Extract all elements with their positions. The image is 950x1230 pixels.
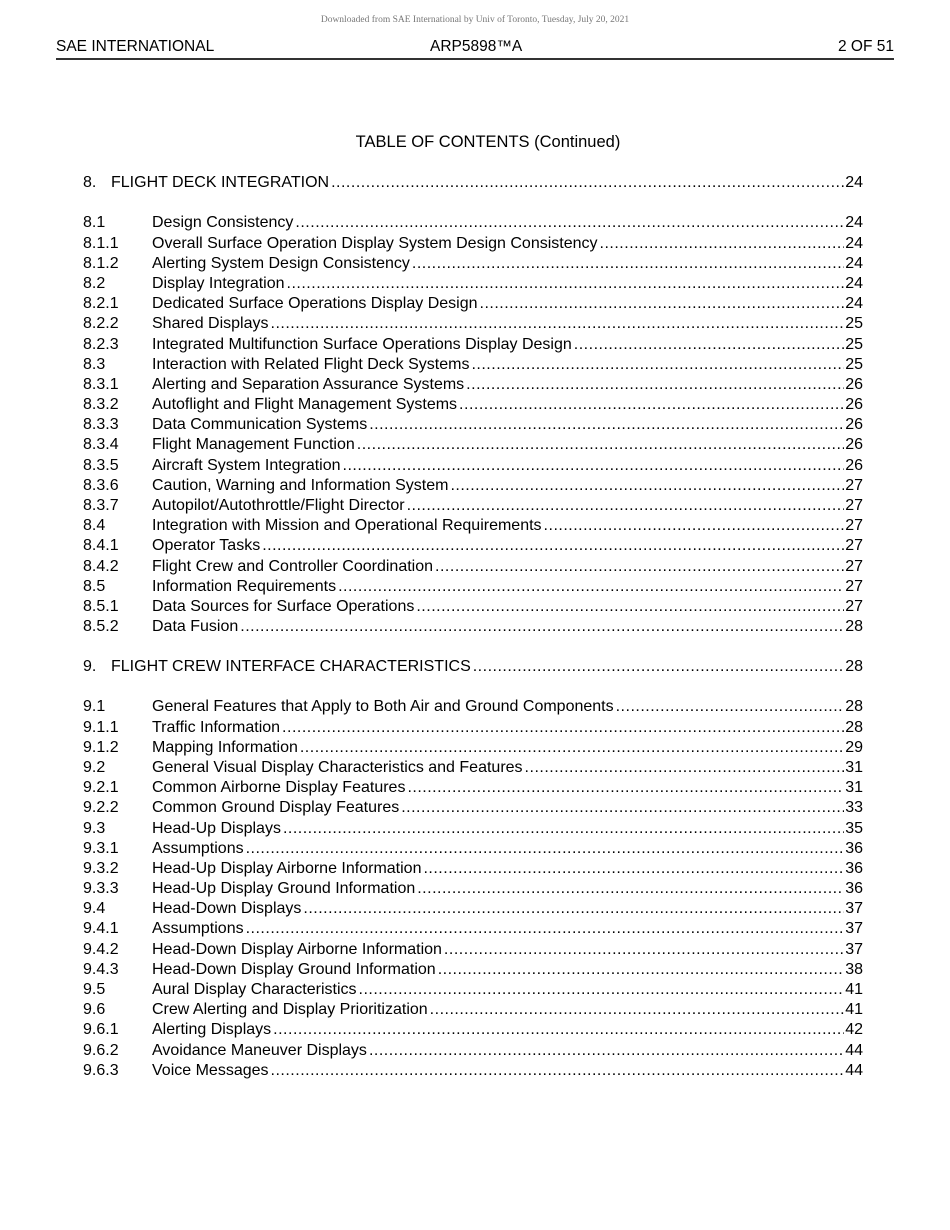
entry-number: 8.2 bbox=[83, 274, 106, 292]
entry-page: 36 bbox=[845, 839, 863, 857]
entry-page: 28 bbox=[845, 718, 863, 736]
entry-number: 8.3.6 bbox=[83, 476, 119, 494]
entry-title: Operator Tasks bbox=[152, 536, 262, 556]
entry-number: 8.2.2 bbox=[83, 315, 119, 333]
entry-title: Head-Up Display Airborne Information bbox=[152, 859, 423, 879]
dot-leader bbox=[435, 557, 844, 577]
entry-title: Integrated Multifunction Surface Operations Display Design bbox=[152, 335, 574, 355]
entry-page: 33 bbox=[845, 799, 863, 817]
dot-leader bbox=[246, 919, 845, 939]
toc-entry[interactable] bbox=[83, 617, 863, 637]
entry-number: 8.3.4 bbox=[83, 436, 119, 454]
dot-leader bbox=[450, 476, 844, 496]
entry-title: Traffic Information bbox=[152, 718, 282, 738]
entry-number: 8.1.1 bbox=[83, 234, 119, 252]
dot-leader bbox=[600, 234, 845, 254]
entry-number: 9.1.2 bbox=[83, 738, 119, 756]
entry-title: Aircraft System Integration bbox=[152, 456, 343, 476]
dot-leader bbox=[262, 536, 844, 556]
entry-page: 37 bbox=[845, 900, 863, 918]
entry-title: Autoflight and Flight Management Systems bbox=[152, 395, 459, 415]
toc-entry[interactable] bbox=[83, 819, 863, 839]
toc-section-8 bbox=[83, 173, 863, 637]
entry-page: 37 bbox=[845, 920, 863, 938]
entry-number: 9.6 bbox=[83, 1001, 106, 1019]
dot-leader bbox=[407, 496, 845, 516]
page-header bbox=[56, 38, 894, 60]
entry-title: Autopilot/Autothrottle/Flight Director bbox=[152, 496, 407, 516]
toc-entry[interactable] bbox=[83, 1000, 863, 1020]
entry-page: 24 bbox=[845, 214, 863, 232]
entry-page: 27 bbox=[845, 537, 863, 555]
dot-leader bbox=[343, 456, 845, 476]
entry-number: 8.3.7 bbox=[83, 497, 119, 514]
page-title: TABLE OF CONTENTS (Continued) bbox=[355, 133, 621, 151]
toc-entry[interactable] bbox=[83, 496, 863, 516]
toc-entry[interactable] bbox=[83, 415, 863, 435]
entry-number: 9.4 bbox=[83, 900, 106, 918]
entry-page: 24 bbox=[845, 274, 863, 292]
toc-entry[interactable] bbox=[83, 476, 863, 496]
entry-number: 9.3.3 bbox=[83, 880, 119, 898]
dot-leader bbox=[616, 697, 845, 717]
dot-leader bbox=[303, 899, 844, 919]
entry-page: 31 bbox=[845, 758, 863, 776]
entry-number: 8.3.2 bbox=[83, 396, 119, 414]
entry-title: Data Communication Systems bbox=[152, 415, 369, 435]
entry-number: 9.6.2 bbox=[83, 1041, 119, 1059]
entry-title: Alerting Displays bbox=[152, 1020, 273, 1040]
entry-page: 28 bbox=[845, 618, 863, 636]
header-doc-id: ARP5898™A bbox=[430, 38, 523, 55]
entry-page: 27 bbox=[845, 517, 863, 535]
entry-title: Integration with Mission and Operational Requirements bbox=[152, 516, 544, 536]
entry-page: 25 bbox=[845, 355, 863, 373]
toc-section-heading[interactable] bbox=[83, 657, 863, 677]
entry-page: 28 bbox=[845, 698, 863, 716]
dot-leader bbox=[282, 718, 844, 738]
dot-leader bbox=[401, 798, 844, 818]
dot-leader bbox=[271, 1061, 845, 1081]
entry-number: 9.2.2 bbox=[83, 799, 119, 817]
entry-title: Crew Alerting and Display Prioritization bbox=[152, 1000, 430, 1020]
entry-page: 41 bbox=[845, 1001, 863, 1019]
entry-title: FLIGHT DECK INTEGRATION bbox=[111, 173, 331, 193]
entry-page: 26 bbox=[845, 375, 863, 393]
toc-section-heading[interactable] bbox=[83, 173, 863, 193]
toc-entry[interactable] bbox=[83, 516, 863, 536]
entry-number: 9.3 bbox=[83, 819, 106, 837]
entry-number: 8.4 bbox=[83, 517, 106, 535]
entry-page: 31 bbox=[845, 779, 863, 797]
dot-leader bbox=[283, 819, 844, 839]
entry-number: 8.5.2 bbox=[83, 618, 119, 636]
toc-entry[interactable] bbox=[83, 557, 863, 577]
entry-page: 27 bbox=[845, 597, 863, 615]
entry-number: 8.1 bbox=[83, 214, 106, 232]
dot-leader bbox=[338, 577, 844, 597]
dot-leader bbox=[369, 1041, 844, 1061]
toc-entry[interactable] bbox=[83, 960, 863, 980]
toc-entry[interactable] bbox=[83, 274, 863, 294]
toc-entry[interactable] bbox=[83, 597, 863, 617]
header-page-number: 2 OF 51 bbox=[838, 38, 894, 55]
dot-leader bbox=[416, 597, 844, 617]
toc-entry[interactable] bbox=[83, 335, 863, 355]
entry-page: 41 bbox=[845, 981, 863, 998]
toc-entry[interactable] bbox=[83, 1061, 863, 1081]
entry-page: 24 bbox=[845, 174, 863, 191]
entry-number: 8. bbox=[83, 174, 97, 191]
entry-page: 27 bbox=[845, 476, 863, 494]
entry-page: 27 bbox=[845, 577, 863, 595]
dot-leader bbox=[287, 274, 845, 294]
entry-number: 9.3.2 bbox=[83, 859, 119, 877]
toc-entry[interactable] bbox=[83, 577, 863, 597]
entry-number: 9.1 bbox=[83, 698, 106, 716]
entry-number: 8.3.3 bbox=[83, 416, 119, 434]
entry-title: Overall Surface Operation Display System Design Consistency bbox=[152, 234, 600, 254]
entry-title: Information Requirements bbox=[152, 577, 338, 597]
entry-title: Head-Up Displays bbox=[152, 819, 283, 839]
toc-entry[interactable] bbox=[83, 919, 863, 939]
entry-title: Head-Down Displays bbox=[152, 899, 303, 919]
dot-leader bbox=[273, 1020, 844, 1040]
entry-page: 28 bbox=[845, 658, 863, 675]
entry-title: Flight Management Function bbox=[152, 435, 357, 455]
dot-leader bbox=[331, 173, 844, 193]
dot-leader bbox=[359, 980, 845, 1000]
toc-entry[interactable] bbox=[83, 314, 863, 334]
dot-leader bbox=[246, 839, 845, 859]
entry-number: 9.5 bbox=[83, 981, 106, 998]
toc-entry[interactable] bbox=[83, 294, 863, 314]
entry-number: 8.1.2 bbox=[83, 254, 119, 272]
entry-number: 9.2.1 bbox=[83, 779, 119, 797]
toc-entry[interactable] bbox=[83, 375, 863, 395]
entry-title: Dedicated Surface Operations Display Design bbox=[152, 294, 480, 314]
entry-number: 8.4.1 bbox=[83, 537, 119, 555]
spacer bbox=[83, 193, 863, 213]
entry-title: Common Airborne Display Features bbox=[152, 778, 407, 798]
entry-title: Aural Display Characteristics bbox=[152, 980, 359, 1000]
entry-number: 9.4.1 bbox=[83, 920, 119, 938]
dot-leader bbox=[240, 617, 844, 637]
download-notice: Downloaded from SAE International by Univ of Toronto, Tuesday, July 20, 2021 bbox=[320, 15, 630, 25]
header-org: SAE INTERNATIONAL bbox=[56, 38, 215, 55]
entry-page: 44 bbox=[845, 1061, 863, 1079]
dot-leader bbox=[430, 1000, 845, 1020]
entry-page: 44 bbox=[845, 1041, 863, 1059]
entry-title: Mapping Information bbox=[152, 738, 300, 758]
entry-title: Head-Up Display Ground Information bbox=[152, 879, 417, 899]
entry-number: 8.4.2 bbox=[83, 557, 119, 575]
entry-page: 29 bbox=[845, 738, 863, 756]
entry-title: Head-Down Display Ground Information bbox=[152, 960, 438, 980]
toc-entry[interactable] bbox=[83, 355, 863, 375]
entry-number: 9.4.2 bbox=[83, 940, 119, 958]
entry-number: 9.4.3 bbox=[83, 960, 119, 978]
dot-leader bbox=[471, 355, 844, 375]
dot-leader bbox=[444, 940, 844, 960]
entry-title: Common Ground Display Features bbox=[152, 798, 401, 818]
entry-number: 8.3.5 bbox=[83, 456, 119, 474]
entry-number: 9.2 bbox=[83, 758, 106, 776]
entry-title: Assumptions bbox=[152, 839, 246, 859]
entry-title: Shared Displays bbox=[152, 314, 271, 334]
entry-page: 37 bbox=[845, 940, 863, 958]
dot-leader bbox=[466, 375, 844, 395]
toc-entry[interactable] bbox=[83, 778, 863, 798]
toc-entry[interactable] bbox=[83, 859, 863, 879]
toc-entry[interactable] bbox=[83, 536, 863, 556]
entry-page: 26 bbox=[845, 396, 863, 414]
toc-entry[interactable] bbox=[83, 879, 863, 899]
dot-leader bbox=[574, 335, 844, 355]
toc-entry[interactable] bbox=[83, 1020, 863, 1040]
toc-entry[interactable] bbox=[83, 1041, 863, 1061]
entry-page: 42 bbox=[845, 1021, 863, 1039]
entry-page: 25 bbox=[845, 335, 863, 353]
dot-leader bbox=[357, 435, 844, 455]
entry-number: 9. bbox=[83, 658, 97, 675]
entry-page: 36 bbox=[845, 859, 863, 877]
dot-leader bbox=[369, 415, 844, 435]
entry-number: 8.5.1 bbox=[83, 597, 119, 615]
toc-entry[interactable] bbox=[83, 213, 863, 233]
entry-title: Alerting and Separation Assurance Systems bbox=[152, 375, 466, 395]
toc-entry[interactable] bbox=[83, 980, 863, 1000]
entry-page: 26 bbox=[845, 436, 863, 454]
toc-section-9 bbox=[83, 657, 863, 1081]
entry-number: 8.3 bbox=[83, 355, 106, 373]
toc-entry[interactable] bbox=[83, 718, 863, 738]
entry-page: 27 bbox=[845, 557, 863, 575]
dot-leader bbox=[300, 738, 844, 758]
entry-title: General Visual Display Characteristics and Features bbox=[152, 758, 525, 778]
dot-leader bbox=[473, 657, 844, 677]
entry-page: 27 bbox=[845, 497, 863, 514]
entry-page: 35 bbox=[845, 819, 863, 837]
entry-page: 25 bbox=[845, 315, 863, 333]
dot-leader bbox=[295, 213, 844, 233]
toc-entry[interactable] bbox=[83, 254, 863, 274]
entry-title: Flight Crew and Controller Coordination bbox=[152, 557, 435, 577]
dot-leader bbox=[525, 758, 845, 778]
dot-leader bbox=[480, 294, 845, 314]
entry-number: 9.6.3 bbox=[83, 1061, 119, 1079]
entry-page: 26 bbox=[845, 456, 863, 474]
toc-entry[interactable] bbox=[83, 234, 863, 254]
entry-title: Display Integration bbox=[152, 274, 287, 294]
dot-leader bbox=[459, 395, 844, 415]
entry-page: 38 bbox=[845, 960, 863, 978]
toc-entry[interactable] bbox=[83, 940, 863, 960]
entry-page: 24 bbox=[845, 234, 863, 252]
entry-title: Avoidance Maneuver Displays bbox=[152, 1041, 369, 1061]
entry-title: FLIGHT CREW INTERFACE CHARACTERISTICS bbox=[111, 657, 473, 677]
entry-title: Data Sources for Surface Operations bbox=[152, 597, 416, 617]
dot-leader bbox=[412, 254, 844, 274]
spacer bbox=[83, 677, 863, 697]
entry-title: Head-Down Display Airborne Information bbox=[152, 940, 444, 960]
entry-page: 26 bbox=[845, 416, 863, 434]
toc-entry[interactable] bbox=[83, 839, 863, 859]
entry-title: Voice Messages bbox=[152, 1061, 271, 1081]
entry-number: 8.5 bbox=[83, 577, 106, 595]
toc-entry[interactable] bbox=[83, 738, 863, 758]
entry-title: Alerting System Design Consistency bbox=[152, 254, 412, 274]
entry-title: Interaction with Related Flight Deck Systems bbox=[152, 355, 471, 375]
entry-page: 36 bbox=[845, 880, 863, 898]
toc-entry[interactable] bbox=[83, 435, 863, 455]
toc-entry[interactable] bbox=[83, 697, 863, 717]
entry-number: 8.3.1 bbox=[83, 375, 119, 393]
toc-entry[interactable] bbox=[83, 456, 863, 476]
entry-number: 9.1.1 bbox=[83, 718, 119, 736]
entry-number: 9.6.1 bbox=[83, 1021, 119, 1039]
dot-leader bbox=[423, 859, 844, 879]
toc-entry[interactable] bbox=[83, 395, 863, 415]
entry-page: 24 bbox=[845, 295, 863, 313]
entry-number: 8.2.3 bbox=[83, 335, 119, 353]
entry-page: 24 bbox=[845, 254, 863, 272]
dot-leader bbox=[544, 516, 845, 536]
toc-entry[interactable] bbox=[83, 758, 863, 778]
dot-leader bbox=[417, 879, 844, 899]
entry-number: 8.2.1 bbox=[83, 295, 119, 313]
entry-title: Data Fusion bbox=[152, 617, 240, 637]
entry-title: Assumptions bbox=[152, 919, 246, 939]
entry-number: 9.3.1 bbox=[83, 839, 119, 857]
entry-title: Design Consistency bbox=[152, 213, 295, 233]
dot-leader bbox=[438, 960, 845, 980]
dot-leader bbox=[407, 778, 844, 798]
toc-entry[interactable] bbox=[83, 798, 863, 818]
entry-title: Caution, Warning and Information System bbox=[152, 476, 450, 496]
dot-leader bbox=[271, 314, 845, 334]
toc-entry[interactable] bbox=[83, 899, 863, 919]
entry-title: General Features that Apply to Both Air and Ground Components bbox=[152, 697, 616, 717]
